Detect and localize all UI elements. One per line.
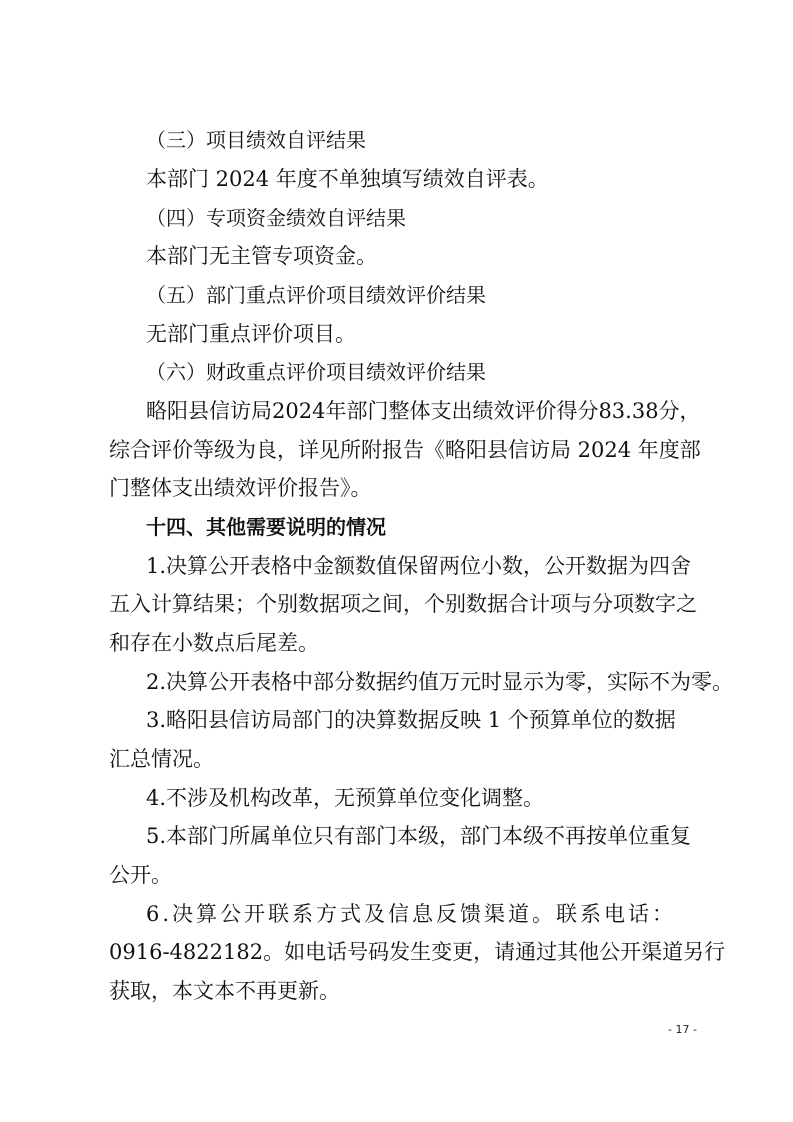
- note-6-line-1: 6.决算公开联系方式及信息反馈渠道。联系电话：: [146, 902, 677, 926]
- note-1-line-2: 五入计算结果；个别数据项之间，个别数据合计项与分项数字之: [109, 592, 697, 616]
- note-6-line-2: 0916-4822182。如电话号码发生变更，请通过其他公开渠道另行: [109, 940, 726, 964]
- heading-finance-key-evaluation: （六）财政重点评价项目绩效评价结果: [146, 360, 486, 384]
- paragraph-special-fund-self-evaluation: 本部门无主管专项资金。: [146, 244, 377, 268]
- note-1-line-1: 1.决算公开表格中金额数值保留两位小数，公开数据为四舍: [146, 554, 692, 578]
- section-other-explanations-title: 十四、其他需要说明的情况: [146, 515, 386, 539]
- page-number: - 17 -: [668, 1023, 697, 1036]
- note-1-line-3: 和存在小数点后尾差。: [109, 631, 319, 655]
- note-3-line-2: 汇总情况。: [109, 747, 214, 771]
- paragraph-project-self-evaluation: 本部门 2024 年度不单独填写绩效自评表。: [146, 167, 549, 191]
- heading-project-self-evaluation: （三）项目绩效自评结果: [146, 128, 366, 152]
- heading-department-key-evaluation: （五）部门重点评价项目绩效评价结果: [146, 283, 486, 307]
- note-4: 4.不涉及机构改革，无预算单位变化调整。: [146, 786, 545, 810]
- paragraph-department-key-evaluation: 无部门重点评价项目。: [146, 322, 356, 346]
- note-5-line-2: 公开。: [109, 863, 172, 887]
- paragraph-finance-key-evaluation-line-1: 略阳县信访局2024年部门整体支出绩效评价得分83.38分，: [146, 399, 701, 423]
- note-6-line-3: 获取，本文本不再更新。: [109, 979, 340, 1003]
- paragraph-finance-key-evaluation-line-3: 门整体支出绩效评价报告》。: [109, 476, 372, 500]
- note-2: 2.决算公开表格中部分数据约值万元时显示为零，实际不为零。: [146, 670, 734, 694]
- note-5-line-1: 5.本部门所属单位只有部门本级，部门本级不再按单位重复: [146, 824, 692, 848]
- note-3-line-1: 3.略阳县信访局部门的决算数据反映 1 个预算单位的数据: [146, 708, 676, 732]
- heading-special-fund-self-evaluation: （四）专项资金绩效自评结果: [146, 206, 406, 230]
- paragraph-finance-key-evaluation-line-2: 综合评价等级为良，详见所附报告《略阳县信访局 2024 年度部: [109, 438, 701, 462]
